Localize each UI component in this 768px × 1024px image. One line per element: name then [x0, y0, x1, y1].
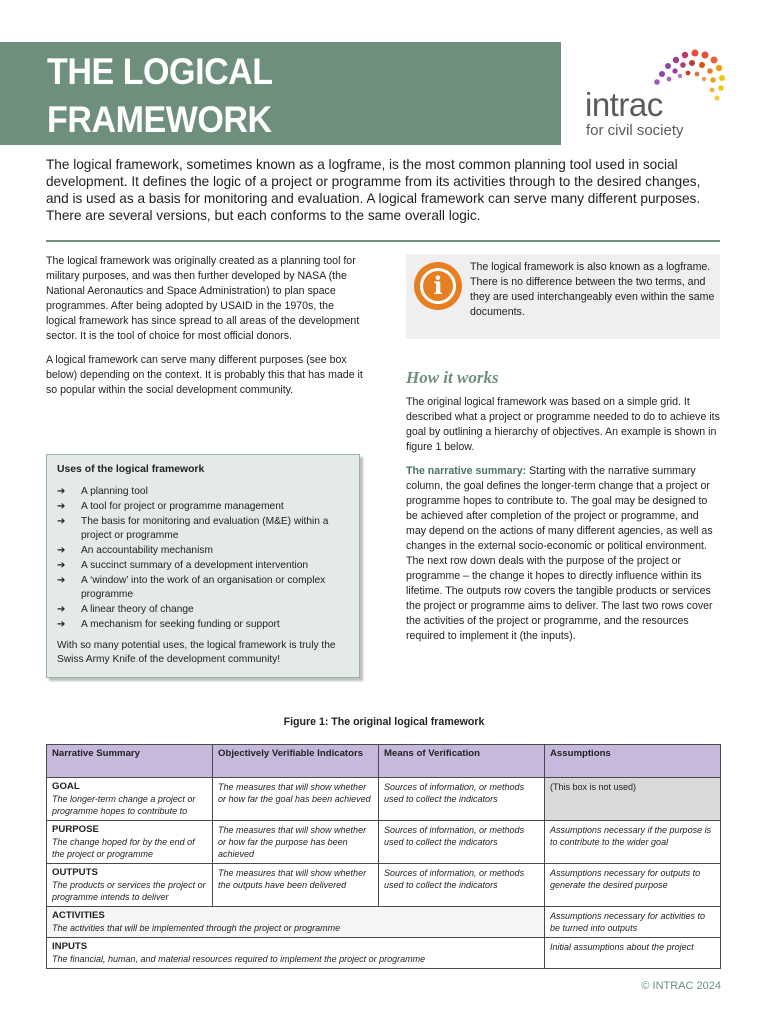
table-row-activities	[47, 907, 721, 938]
intrac-logo	[585, 48, 725, 140]
arrow-right-icon: ➔	[57, 516, 66, 527]
narrative-summary-paragraph: The narrative summary: Starting with the narrative summary column, the goal defines the longer-term change that a project or programme hopes to contribute to. The goal may be designed to be achieved after completion of the project or programme, and may depend on the actions of many different agencies, as well as changes in the external socio-economic or political environment. The next row down deals with the purpose of the project or programme – the change it hopes to directly influence within its lifetime. The outputs row covers the tangible products or services the project or programme aims to deliver. The last two rows cover the activities of the project or programme, and the resources required to implement it (the inputs).	[406, 465, 713, 642]
table-header-row	[47, 745, 721, 778]
figure-caption: Figure 1: The original logical framework	[283, 716, 485, 728]
info-icon-glyph: i	[433, 271, 443, 300]
uses-list	[57, 485, 349, 632]
arrow-right-icon: ➔	[57, 619, 66, 630]
inputs-narrative: INPUTS The financial, human, and material resources required to implement the project or programme	[47, 938, 545, 969]
table-row-goal	[47, 778, 721, 821]
copyright: © INTRAC 2024	[641, 980, 721, 992]
table-row-outputs	[47, 864, 721, 907]
how-it-works-paragraph: The original logical framework was based on a simple grid. It described what a project or programme needed to do to achieve its goal by outlining a hierarchy of objectives. An example is shown in figure 1 below.	[406, 396, 720, 453]
arrow-right-icon: ➔	[57, 575, 66, 586]
goal-indicators: The measures that will show whether or how far the goal has been achieved	[213, 778, 379, 821]
purpose-assumptions: Assumptions necessary if the purpose is to contribute to the wider goal	[545, 821, 721, 864]
list-item: ➔ A planning tool	[57, 486, 148, 497]
header-indicators: Objectively Verifiable Indicators	[213, 745, 379, 778]
logo-wordmark: intrac	[585, 86, 663, 123]
info-box	[406, 254, 720, 339]
history-paragraph: The logical framework was originally created as a planning tool for military purposes, and was then further developed by NASA (the National Aeronautics and Space Administration) to plan space programmes. After being adopted by USAID in the 1970s, the logical framework has since spread to all areas of the development sector. It is the tool of choice for most official donors.	[46, 255, 360, 342]
outputs-verification: Sources of information, or methods used to collect the indicators	[379, 864, 545, 907]
info-icon	[414, 262, 462, 310]
inputs-assumptions: Initial assumptions about the project	[545, 938, 721, 969]
table-row-purpose	[47, 821, 721, 864]
arrow-right-icon: ➔	[57, 560, 66, 571]
header-assumptions: Assumptions	[545, 745, 721, 778]
intro-paragraph: The logical framework, sometimes known as a logframe, is the most common planning tool used in social development. It defines the logic of a project or programme from its activities through to the desired changes, and is used as a basis for monitoring and evaluation. A logical framework can serve many different purposes. There are several versions, but each conforms to the same overall logic.	[46, 157, 701, 223]
uses-box-closing: With so many potential uses, the logical framework is truly the Swiss Army Knife of the development community!	[57, 640, 336, 665]
logframe-table	[46, 744, 721, 969]
purpose-narrative: PURPOSE The change hoped for by the end of the project or programme	[47, 821, 213, 864]
uses-box-title: Uses of the logical framework	[57, 464, 205, 475]
narrative-summary-lead: The narrative summary:	[406, 465, 527, 477]
list-item: ➔ A mechanism for seeking funding or support	[57, 619, 280, 630]
right-column	[406, 370, 720, 653]
header-narrative-summary: Narrative Summary	[47, 745, 213, 778]
outputs-indicators: The measures that will show whether the outputs have been delivered	[213, 864, 379, 907]
goal-verification: Sources of information, or methods used to collect the indicators	[379, 778, 545, 821]
list-item: ➔ A succinct summary of a development intervention	[57, 560, 309, 571]
goal-narrative: GOAL The longer-term change a project or programme hopes to contribute to	[47, 778, 213, 821]
purpose-verification: Sources of information, or methods used to collect the indicators	[379, 821, 545, 864]
list-item: ➔ The basis for monitoring and evaluation (M&E) within a project or programme	[57, 516, 329, 541]
uses-box	[46, 454, 360, 678]
list-item: ➔ A tool for project or programme management	[57, 501, 284, 512]
activities-narrative: ACTIVITIES The activities that will be implemented through the project or programme	[47, 907, 545, 938]
list-item: ➔ An accountability mechanism	[57, 545, 213, 556]
page-title: THE LOGICAL FRAMEWORK	[47, 51, 273, 140]
goal-assumptions: (This box is not used)	[545, 778, 721, 821]
arrow-right-icon: ➔	[57, 604, 66, 615]
arrow-right-icon: ➔	[57, 486, 66, 497]
purpose-indicators: The measures that will show whether or how far the purpose has been achieved	[213, 821, 379, 864]
outputs-narrative: OUTPUTS The products or services the project or programme intends to deliver	[47, 864, 213, 907]
info-box-text: The logical framework is also known as a logframe. There is no difference between the two terms, and they are used interchangeably even within the same documents.	[470, 261, 715, 318]
title-banner	[0, 42, 561, 145]
logo-tagline: for civil society	[586, 122, 684, 139]
left-column	[46, 254, 364, 407]
outputs-assumptions: Assumptions necessary for outputs to generate the desired purpose	[545, 864, 721, 907]
how-it-works-heading: How it works	[406, 368, 499, 387]
list-item: ➔ A ‘window’ into the work of an organisation or complex programme	[57, 575, 326, 600]
arrow-right-icon: ➔	[57, 545, 66, 556]
table-row-inputs	[47, 938, 721, 969]
purposes-paragraph: A logical framework can serve many different purposes (see box below) depending on the context. It is probably this that has made it so popular within the social development community.	[46, 354, 363, 396]
list-item: ➔ A linear theory of change	[57, 604, 194, 615]
section-divider	[46, 240, 720, 242]
activities-assumptions: Assumptions necessary for activities to be turned into outputs	[545, 907, 721, 938]
arrow-right-icon: ➔	[57, 501, 66, 512]
header-means-of-verification: Means of Verification	[379, 745, 545, 778]
